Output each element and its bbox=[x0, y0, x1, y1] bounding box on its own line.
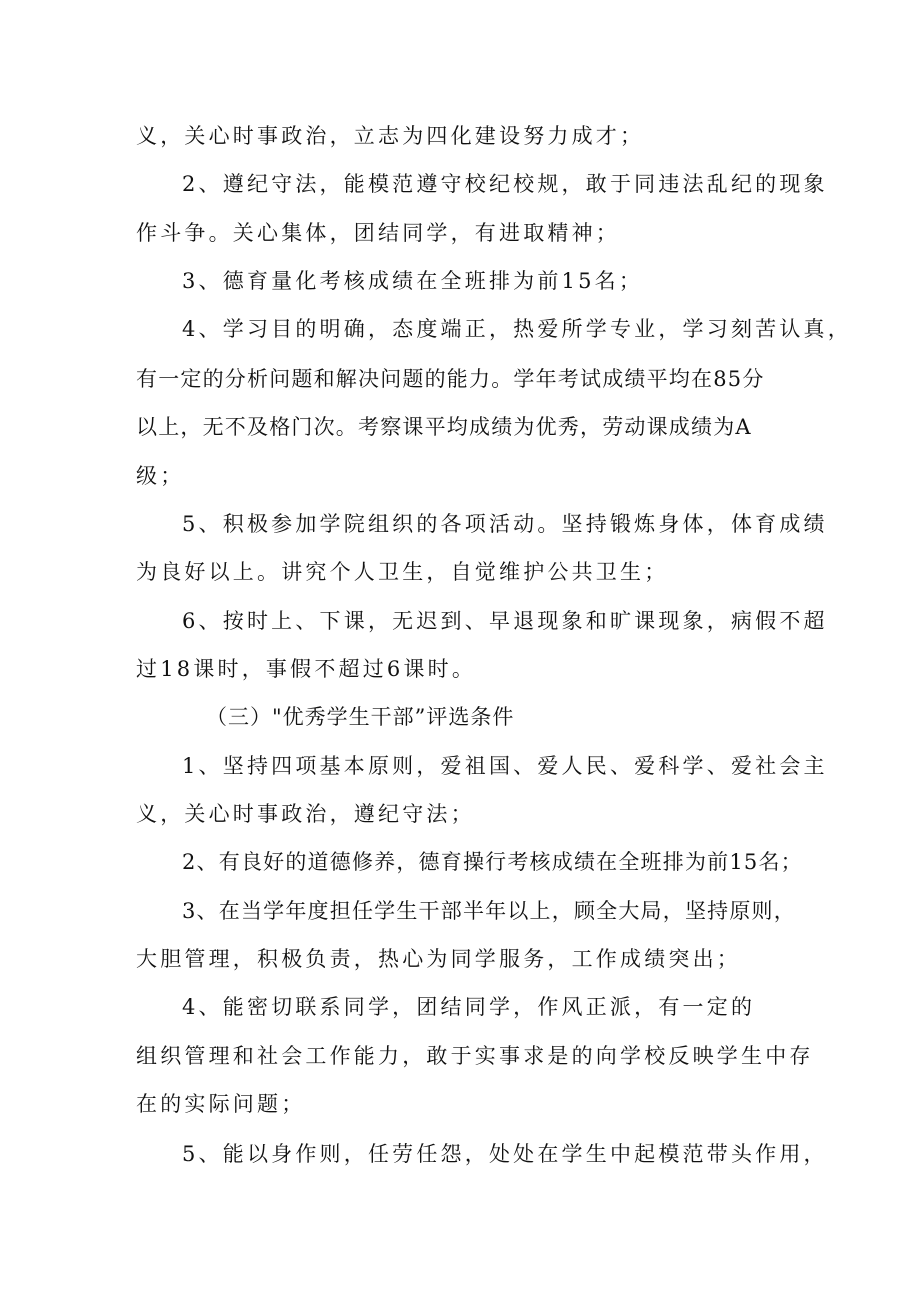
text-line: 1、坚持四项基本原则，爱祖国、爱人民、爱科学、爱社会主 bbox=[182, 754, 828, 778]
text-line: 义，关心时事政治，遵纪守法； bbox=[136, 802, 475, 826]
text-line: 3、在当学年度担任学生干部半年以上，顾全大局，坚持原则， bbox=[182, 899, 796, 923]
text-line: 义，关心时事政治，立志为四化建设努力成才； bbox=[136, 124, 645, 148]
text-line: 以上，无不及格门次。考察课平均成绩为优秀，劳动课成绩为A bbox=[136, 415, 752, 439]
text-line: 大胆管理，积极负责，热心为同学服务，工作成绩突出； bbox=[136, 947, 741, 971]
text-line: 4、能密切联系同学，团结同学，作风正派，有一定的 bbox=[182, 995, 756, 1019]
text-line: 2、遵纪守法，能模范遵守校纪校规，敢于同违法乱纪的现象 bbox=[182, 172, 828, 196]
text-line: 作斗争。关心集体，团结同学，有进取精神； bbox=[136, 221, 620, 245]
text-line: 有一定的分析问题和解决问题的能力。学年考试成绩平均在85分 bbox=[136, 367, 765, 391]
text-line: 2、有良好的道德修养，德育操行考核成绩在全班排为前15名； bbox=[182, 850, 803, 874]
text-line: 在的实际问题； bbox=[136, 1092, 306, 1116]
section-heading: （三）"优秀学生干部”评选条件 bbox=[206, 705, 515, 729]
text-line: 级； bbox=[136, 464, 185, 488]
text-line: 过18课时，事假不超过6课时。 bbox=[136, 657, 477, 681]
text-line: 3、德育量化考核成绩在全班排为前15名； bbox=[182, 269, 644, 293]
text-line: 4、学习目的明确，态度端正，热爱所学专业，学习刻苦认真， bbox=[182, 317, 852, 341]
text-line: 为良好以上。讲究个人卫生，自觉维护公共卫生； bbox=[136, 560, 669, 584]
text-line: 6、按时上、下课，无迟到、早退现象和旷课现象，病假不超 bbox=[182, 609, 828, 633]
text-line: 5、能以身作则，任劳任怨，处处在学生中起模范带头作用， bbox=[182, 1142, 828, 1166]
text-line: 5、积极参加学院组织的各项活动。坚持锻炼身体，体育成绩 bbox=[182, 512, 828, 536]
text-line: 组织管理和社会工作能力，敢于实事求是的向学校反映学生中存 bbox=[136, 1044, 814, 1068]
